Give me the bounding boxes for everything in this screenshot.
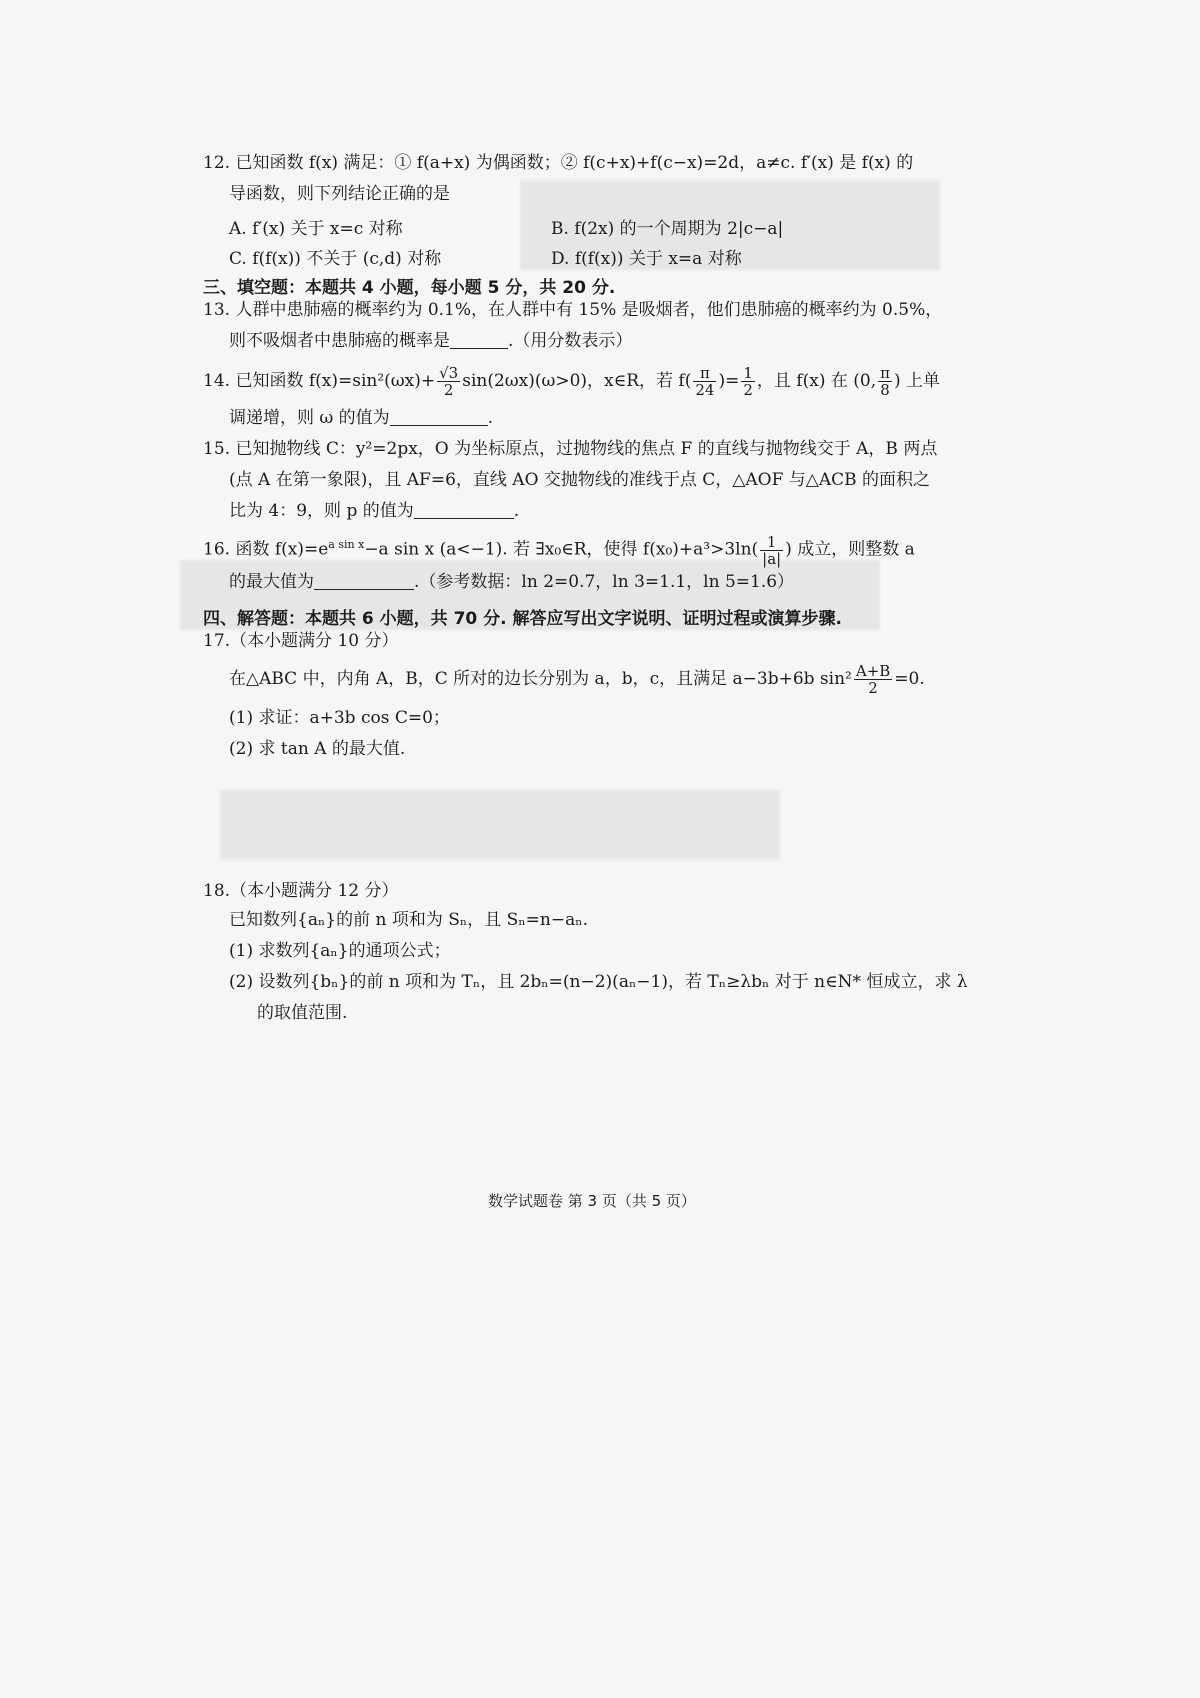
q15-line3-suffix: . [513, 501, 520, 521]
fraction-denominator: 2 [443, 381, 454, 399]
q16-text-3: ) 成立，则整数 a [785, 539, 915, 560]
q14-text-5: ) 上单 [893, 371, 941, 391]
page-footer: 数学试题卷 第 3 页（共 5 页） [488, 1192, 696, 1210]
fraction-numerator: π [693, 365, 716, 382]
q14-fraction-pi-over-8 [878, 365, 892, 398]
q14-text-3: )= [718, 371, 740, 391]
fraction-numerator: π [880, 364, 890, 382]
q13-line2-suffix: .（用分数表示） [508, 331, 633, 351]
q16-line1 [203, 527, 915, 568]
q12-option-c: C. f(f(x)) 不关于 (c,d) 对称 [229, 249, 442, 269]
question-16 [203, 527, 915, 598]
q18-part-2: (2) 设数列{bₙ}的前 n 项和为 Tₙ，且 2bₙ=(n−2)(aₙ−1)，若 Tₙ≥λbₙ 对于 n∈N* 恒成立，求 λ [229, 972, 968, 992]
q14-line2-suffix: . [487, 408, 494, 428]
fraction-denominator: 2 [743, 381, 753, 399]
fraction-numerator: 1 [760, 534, 783, 551]
q14-fraction-sqrt3-over-2 [437, 365, 460, 398]
section-4-heading: 四、解答题：本题共 6 小题，共 70 分. 解答应写出文字说明、证明过程或演算步骤. [203, 609, 842, 629]
fraction-denominator: 2 [868, 679, 878, 697]
q16-text-1: 16. 函数 f(x)=e [203, 539, 329, 560]
q17-stem-suffix: =0. [894, 669, 925, 689]
fraction-numerator: 1 [743, 364, 753, 382]
q16-fraction-one-over-abs-a [760, 534, 783, 567]
q18-body [229, 905, 968, 1029]
fraction-numerator: A+B [855, 662, 891, 680]
q18-part-2-cont: 的取值范围. [257, 1003, 348, 1023]
fraction-denominator: |a| [762, 549, 782, 568]
section-3-heading: 三、填空题：本题共 4 小题，每小题 5 分，共 20 分. [203, 278, 616, 298]
q15-line2: (点 A 在第一象限)，且 AF=6，直线 AO 交抛物线的准线于点 C，△AOF 与△ACB 的面积之 [229, 470, 931, 490]
question-17 [203, 626, 398, 657]
q12-line1: 12. 已知函数 f(x) 满足：① f(a+x) 为偶函数；② f(c+x)+f(c−x)=2d，a≠c. f′(x) 是 f(x) 的 [203, 153, 914, 173]
q13-answer-blank [450, 328, 508, 349]
q12-line2: 导函数，则下列结论正确的是 [229, 184, 450, 204]
q18-stem: 已知数列{aₙ}的前 n 项和为 Sₙ，且 Sₙ=n−aₙ. [229, 910, 589, 930]
q17-fraction-a-plus-b-over-2 [854, 663, 892, 696]
q17-part-2: (2) 求 tan A 的最大值. [229, 739, 406, 759]
q13-line1: 13. 人群中患肺癌的概率约为 0.1%，在人群中有 15% 是吸烟者，他们患肺癌的概率约为 0.5%， [203, 300, 943, 320]
q14-fraction-one-half [741, 365, 755, 398]
q14-fraction-pi-over-24 [693, 365, 716, 398]
q14-text-4: ，且 f(x) 在 (0, [756, 371, 877, 391]
question-18 [203, 876, 398, 907]
q17-stem [229, 660, 925, 698]
q15-line3-text: 比为 4：9，则 p 的值为 [229, 501, 414, 521]
fraction-denominator: 8 [880, 381, 890, 399]
q17-stem-text: 在△ABC 中，内角 A，B，C 所对的边长分别为 a，b，c，且满足 a−3b+6b sin² [229, 669, 852, 689]
q12-option-b: B. f(2x) 的一个周期为 2|c−a| [551, 219, 784, 239]
q14-text-2: sin(2ωx)(ω>0)，x∈R，若 f( [462, 371, 692, 391]
question-14 [203, 363, 940, 434]
q17-part-1: (1) 求证：a+3b cos C=0； [229, 708, 450, 728]
q12-option-d: D. f(f(x)) 关于 x=a 对称 [551, 249, 742, 269]
question-12 [203, 148, 913, 210]
question-15 [203, 434, 937, 527]
q12-option-a: A. f′(x) 关于 x=c 对称 [229, 219, 403, 239]
q13-line2-text: 则不吸烟者中患肺癌的概率是 [229, 331, 450, 351]
q16-text-2: −a sin x (a<−1). 若 ∃x₀∈R，使得 f(x₀)+a³>3ln( [364, 539, 759, 560]
q17-parts [229, 703, 450, 765]
q16-answer-blank [314, 569, 414, 590]
q16-line2-text: 的最大值为 [229, 572, 314, 592]
question-13 [203, 295, 942, 357]
q15-answer-blank [414, 498, 514, 519]
q17-title: 17.（本小题满分 10 分） [203, 631, 399, 651]
q14-line2-text: 调递增，则 ω 的值为 [229, 408, 390, 428]
q14-answer-blank [390, 405, 488, 426]
q16-exponent: a sin x [328, 538, 365, 551]
q18-title: 18.（本小题满分 12 分） [203, 881, 399, 901]
q15-line1: 15. 已知抛物线 C：y²=2px，O 为坐标原点，过抛物线的焦点 F 的直线与抛物线交于 A，B 两点 [203, 439, 938, 459]
q18-part-1: (1) 求数列{aₙ}的通项公式； [229, 941, 451, 961]
scan-smudge [220, 790, 780, 860]
q14-text-1: 14. 已知函数 f(x)=sin²(ωx)+ [203, 371, 436, 391]
q14-line1 [203, 363, 940, 399]
fraction-numerator: √3 [439, 364, 459, 382]
q16-line2-suffix: .（参考数据：ln 2=0.7，ln 3=1.1，ln 5=1.6） [414, 572, 795, 592]
fraction-denominator: 24 [695, 381, 715, 399]
